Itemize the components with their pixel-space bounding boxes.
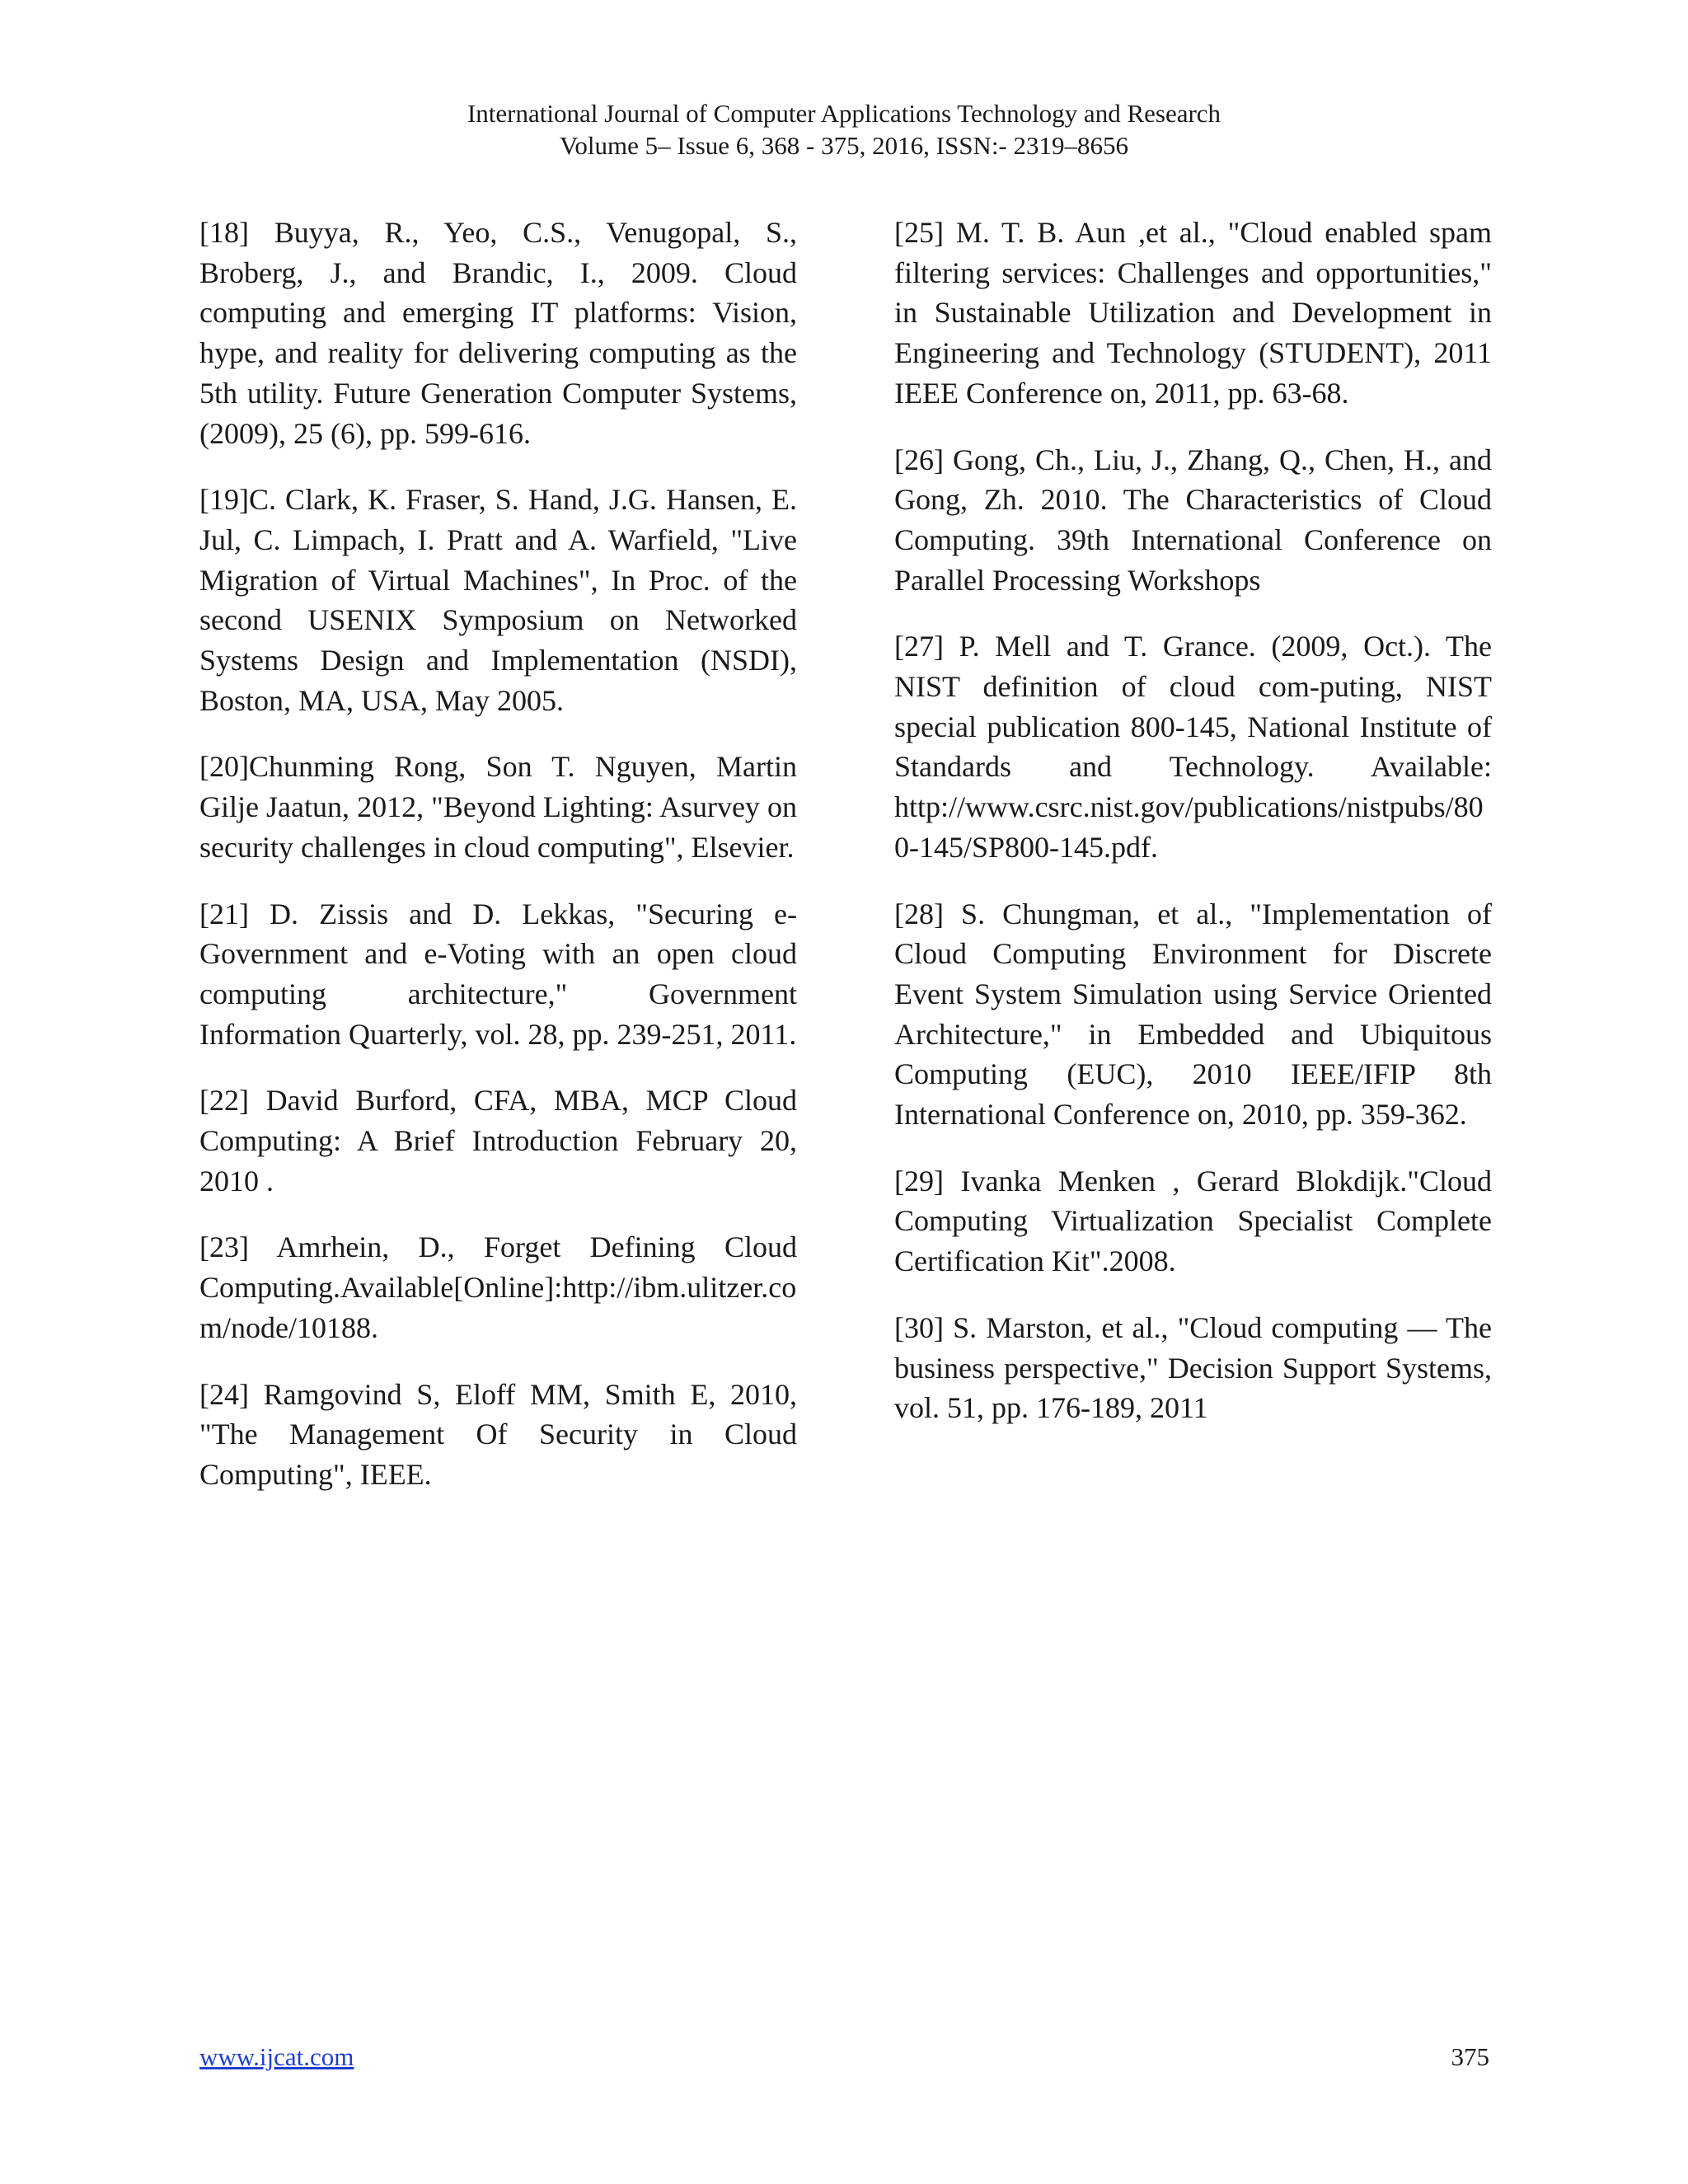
reference-26: [26] Gong, Ch., Liu, J., Zhang, Q., Chen, H., and Gong, Zh. 2010. The Characteristics of Cloud Computing. 39th International Conference on Parallel Processing Workshops (894, 443, 1492, 597)
reference-27: [27] P. Mell and T. Grance. (2009, Oct.). The NIST definition of cloud com-puting, NIST special publication 800-145, National Institute of Standards and Technology. Available: http://www.csrc.nist.gov/publications/nistpubs/800-145/SP800-145.pdf. (894, 630, 1492, 864)
website-link[interactable]: www.ijcat.com (199, 2042, 354, 2071)
reference-22: [22] David Burford, CFA, MBA, MCP Cloud Computing: A Brief Introduction February 20, 2010 . (199, 1084, 797, 1197)
reference-30: [30] S. Marston, et al., "Cloud computing — The business perspective," Decision Support Systems, vol. 51, pp. 176-189, 2011 (894, 1310, 1492, 1425)
reference-19: [19]C. Clark, K. Fraser, S. Hand, J.G. Hansen, E. Jul, C. Limpach, I. Pratt and A. Warfield, "Live Migration of Virtual Machines", In Proc. of the second USENIX Symposium on Networked Systems Design and Implementation (NSDI), Boston, MA, USA, May 2005. (199, 483, 797, 717)
references-right-column (894, 213, 1492, 1455)
reference-25: [25] M. T. B. Aun ,et al., "Cloud enabled spam filtering services: Challenges and opportunities," in Sustainable Utilization and Development in Engineering and Technology (STUDENT), 2011 IEEE Conference on, 2011, pp. 63-68. (894, 216, 1492, 410)
reference-23: [23] Amrhein, D., Forget Defining Cloud Computing.Available[Online]:http://ibm.ulitzer.com/node/10188. (199, 1230, 797, 1344)
reference-21: [21] D. Zissis and D. Lekkas, "Securing e-Government and e-Voting with an open cloud computing architecture," Government Information Quarterly, vol. 28, pp. 239-251, 2011. (199, 897, 797, 1051)
journal-issue-info: Volume 5– Issue 6, 368 - 375, 2016, ISSN:- 2319–8656 (559, 131, 1129, 160)
reference-20: [20]Chunming Rong, Son T. Nguyen, Martin Gilje Jaatun, 2012, "Beyond Lighting: Asurvey on security challenges in cloud computing", Elsevier. (199, 750, 797, 864)
running-header (0, 97, 1688, 162)
reference-24: [24] Ramgovind S, Eloff MM, Smith E, 2010, "The Management Of Security in Cloud Computing", IEEE. (199, 1377, 797, 1491)
page-number: 375 (1451, 2042, 1489, 2071)
journal-title: International Journal of Computer Applications Technology and Research (467, 99, 1221, 128)
page-footer (199, 2039, 1489, 2075)
reference-29: [29] Ivanka Menken , Gerard Blokdijk."Cloud Computing Virtualization Specialist Complete Certification Kit".2008. (894, 1164, 1492, 1278)
reference-28: [28] S. Chungman, et al., "Implementation of Cloud Computing Environment for Discrete Event System Simulation using Service Oriented Architecture," in Embedded and Ubiquitous Computing (EUC), 2010 IEEE/IFIP 8th International Conference on, 2010, pp. 359-362. (894, 897, 1492, 1132)
reference-18: [18] Buyya, R., Yeo, C.S., Venugopal, S., Broberg, J., and Brandic, I., 2009. Cloud computing and emerging IT platforms: Vision, hype, and reality for delivering computing as the 5th utility. Future Generation Computer Systems, (2009), 25 (6), pp. 599-616. (199, 216, 797, 450)
references-left-column (199, 213, 797, 1521)
